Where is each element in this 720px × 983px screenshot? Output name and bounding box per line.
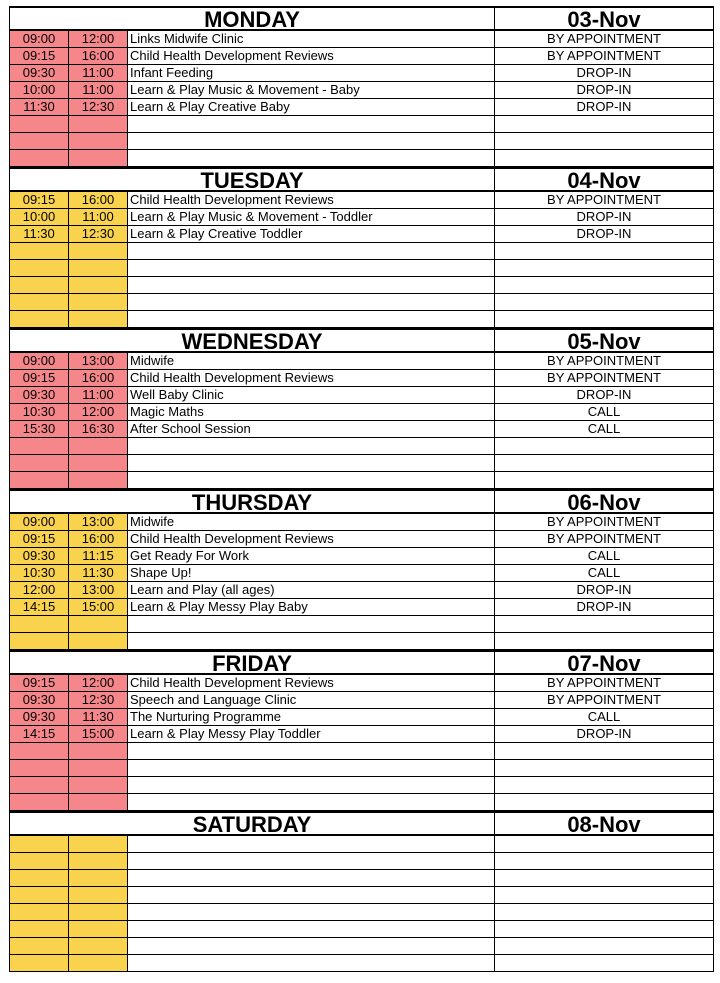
start-time bbox=[10, 794, 69, 810]
end-time bbox=[69, 794, 128, 810]
start-time bbox=[10, 836, 69, 852]
activity-name: Magic Maths bbox=[128, 404, 495, 420]
end-time bbox=[69, 116, 128, 132]
end-time bbox=[69, 921, 128, 937]
end-time: 11:15 bbox=[69, 548, 128, 564]
booking-type: DROP-IN bbox=[576, 726, 632, 741]
table-row bbox=[9, 353, 714, 370]
end-time bbox=[69, 455, 128, 471]
activity-name: Learn & Play Music & Movement - Toddler bbox=[128, 209, 495, 225]
end-time bbox=[69, 277, 128, 293]
booking-type bbox=[495, 472, 713, 488]
activity-name: Midwife bbox=[128, 514, 495, 530]
booking-type: BY APPOINTMENT bbox=[547, 31, 661, 46]
day-header bbox=[9, 811, 714, 836]
table-row bbox=[9, 743, 714, 760]
start-time bbox=[10, 743, 69, 759]
end-time bbox=[69, 294, 128, 310]
activity-name bbox=[128, 836, 495, 852]
end-time: 12:00 bbox=[69, 31, 128, 47]
end-time bbox=[69, 870, 128, 886]
end-time bbox=[69, 853, 128, 869]
activity-name: Well Baby Clinic bbox=[128, 387, 495, 403]
end-time bbox=[69, 616, 128, 632]
activity-name bbox=[128, 133, 495, 149]
activity-name: Learn & Play Creative Baby bbox=[128, 99, 495, 115]
activity-name bbox=[128, 438, 495, 454]
booking-type bbox=[495, 921, 713, 937]
activity-name: The Nurturing Programme bbox=[128, 709, 495, 725]
table-row bbox=[9, 99, 714, 116]
table-row bbox=[9, 514, 714, 531]
activity-name bbox=[128, 887, 495, 903]
activity-name: Speech and Language Clinic bbox=[128, 692, 495, 708]
start-time: 09:30 bbox=[10, 709, 69, 725]
booking-type bbox=[495, 277, 713, 293]
end-time bbox=[69, 472, 128, 488]
end-time: 16:00 bbox=[69, 531, 128, 547]
end-time bbox=[69, 438, 128, 454]
end-time: 11:30 bbox=[69, 565, 128, 581]
end-time bbox=[69, 760, 128, 776]
end-time: 16:00 bbox=[69, 370, 128, 386]
end-time: 16:00 bbox=[69, 192, 128, 208]
day-name: TUESDAY bbox=[10, 169, 495, 190]
booking-type: BY APPOINTMENT bbox=[547, 370, 661, 385]
booking-type bbox=[495, 743, 713, 759]
end-time: 13:00 bbox=[69, 353, 128, 369]
day-section-monday bbox=[9, 6, 714, 167]
activity-name bbox=[128, 243, 495, 259]
start-time: 09:15 bbox=[10, 370, 69, 386]
start-time bbox=[10, 870, 69, 886]
day-date: 07-Nov bbox=[567, 651, 641, 676]
start-time: 09:15 bbox=[10, 48, 69, 64]
end-time bbox=[69, 311, 128, 327]
day-section-tuesday bbox=[9, 167, 714, 328]
table-row bbox=[9, 438, 714, 455]
booking-type bbox=[495, 760, 713, 776]
booking-type: DROP-IN bbox=[576, 82, 632, 97]
table-row bbox=[9, 565, 714, 582]
booking-type bbox=[495, 870, 713, 886]
booking-type: CALL bbox=[587, 565, 621, 580]
booking-type bbox=[495, 853, 713, 869]
end-time bbox=[69, 955, 128, 971]
table-row bbox=[9, 921, 714, 938]
end-time: 12:00 bbox=[69, 675, 128, 691]
end-time: 11:00 bbox=[69, 65, 128, 81]
activity-name bbox=[128, 633, 495, 649]
table-row bbox=[9, 836, 714, 853]
day-name: MONDAY bbox=[10, 8, 495, 29]
end-time: 13:00 bbox=[69, 582, 128, 598]
start-time: 09:30 bbox=[10, 387, 69, 403]
start-time: 10:30 bbox=[10, 565, 69, 581]
end-time: 11:30 bbox=[69, 709, 128, 725]
table-row bbox=[9, 387, 714, 404]
activity-name bbox=[128, 616, 495, 632]
table-row bbox=[9, 260, 714, 277]
end-time bbox=[69, 777, 128, 793]
table-row bbox=[9, 192, 714, 209]
start-time bbox=[10, 277, 69, 293]
start-time: 10:00 bbox=[10, 209, 69, 225]
activity-name bbox=[128, 794, 495, 810]
table-row bbox=[9, 116, 714, 133]
activity-name bbox=[128, 260, 495, 276]
booking-type: CALL bbox=[587, 421, 621, 436]
table-row bbox=[9, 421, 714, 438]
booking-type: BY APPOINTMENT bbox=[547, 675, 661, 690]
booking-type: BY APPOINTMENT bbox=[547, 48, 661, 63]
booking-type: DROP-IN bbox=[576, 582, 632, 597]
end-time bbox=[69, 133, 128, 149]
table-row bbox=[9, 692, 714, 709]
day-name: FRIDAY bbox=[10, 652, 495, 673]
activity-name: Links Midwife Clinic bbox=[128, 31, 495, 47]
activity-name: Child Health Development Reviews bbox=[128, 531, 495, 547]
end-time bbox=[69, 243, 128, 259]
table-row bbox=[9, 904, 714, 921]
day-section-saturday bbox=[9, 811, 714, 972]
start-time bbox=[10, 921, 69, 937]
table-row bbox=[9, 150, 714, 167]
table-row bbox=[9, 455, 714, 472]
start-time bbox=[10, 260, 69, 276]
table-row bbox=[9, 548, 714, 565]
table-row bbox=[9, 870, 714, 887]
table-row bbox=[9, 65, 714, 82]
booking-type: DROP-IN bbox=[576, 99, 632, 114]
day-date: 03-Nov bbox=[567, 7, 641, 32]
start-time: 11:30 bbox=[10, 99, 69, 115]
start-time bbox=[10, 616, 69, 632]
activity-name bbox=[128, 743, 495, 759]
booking-type bbox=[495, 260, 713, 276]
end-time: 11:00 bbox=[69, 82, 128, 98]
table-row bbox=[9, 82, 714, 99]
start-time bbox=[10, 887, 69, 903]
activity-name bbox=[128, 921, 495, 937]
table-row bbox=[9, 633, 714, 650]
booking-type: BY APPOINTMENT bbox=[547, 353, 661, 368]
table-row bbox=[9, 133, 714, 150]
end-time: 12:30 bbox=[69, 99, 128, 115]
day-section-friday bbox=[9, 650, 714, 811]
table-row bbox=[9, 48, 714, 65]
start-time: 09:15 bbox=[10, 675, 69, 691]
start-time bbox=[10, 455, 69, 471]
booking-type bbox=[495, 311, 713, 327]
start-time: 09:15 bbox=[10, 192, 69, 208]
booking-type bbox=[495, 133, 713, 149]
start-time bbox=[10, 777, 69, 793]
end-time: 11:00 bbox=[69, 387, 128, 403]
activity-name: Learn and Play (all ages) bbox=[128, 582, 495, 598]
table-row bbox=[9, 853, 714, 870]
day-name: THURSDAY bbox=[10, 491, 495, 512]
start-time: 15:30 bbox=[10, 421, 69, 437]
day-section-thursday bbox=[9, 489, 714, 650]
day-date: 05-Nov bbox=[567, 329, 641, 354]
table-row bbox=[9, 887, 714, 904]
day-date: 08-Nov bbox=[567, 812, 641, 837]
start-time bbox=[10, 311, 69, 327]
end-time: 11:00 bbox=[69, 209, 128, 225]
day-name: WEDNESDAY bbox=[10, 330, 495, 351]
day-header bbox=[9, 328, 714, 353]
booking-type bbox=[495, 794, 713, 810]
table-row bbox=[9, 243, 714, 260]
end-time bbox=[69, 633, 128, 649]
booking-type bbox=[495, 150, 713, 166]
activity-name: Learn & Play Music & Movement - Baby bbox=[128, 82, 495, 98]
start-time bbox=[10, 472, 69, 488]
table-row bbox=[9, 582, 714, 599]
end-time bbox=[69, 904, 128, 920]
start-time: 09:00 bbox=[10, 31, 69, 47]
start-time bbox=[10, 955, 69, 971]
table-row bbox=[9, 709, 714, 726]
booking-type bbox=[495, 938, 713, 954]
booking-type: BY APPOINTMENT bbox=[547, 192, 661, 207]
activity-name bbox=[128, 455, 495, 471]
start-time bbox=[10, 133, 69, 149]
activity-name bbox=[128, 760, 495, 776]
activity-name bbox=[128, 116, 495, 132]
start-time bbox=[10, 150, 69, 166]
activity-name: Child Health Development Reviews bbox=[128, 48, 495, 64]
activity-name: Learn & Play Creative Toddler bbox=[128, 226, 495, 242]
booking-type bbox=[495, 438, 713, 454]
end-time bbox=[69, 743, 128, 759]
activity-name: Infant Feeding bbox=[128, 65, 495, 81]
start-time: 09:00 bbox=[10, 514, 69, 530]
activity-name bbox=[128, 955, 495, 971]
table-row bbox=[9, 370, 714, 387]
end-time: 13:00 bbox=[69, 514, 128, 530]
booking-type bbox=[495, 455, 713, 471]
table-row bbox=[9, 794, 714, 811]
table-row bbox=[9, 599, 714, 616]
start-time: 11:30 bbox=[10, 226, 69, 242]
start-time: 09:30 bbox=[10, 548, 69, 564]
booking-type bbox=[495, 243, 713, 259]
booking-type: DROP-IN bbox=[576, 387, 632, 402]
start-time bbox=[10, 853, 69, 869]
booking-type: DROP-IN bbox=[576, 65, 632, 80]
start-time bbox=[10, 116, 69, 132]
booking-type bbox=[495, 887, 713, 903]
end-time: 16:30 bbox=[69, 421, 128, 437]
start-time bbox=[10, 438, 69, 454]
end-time bbox=[69, 887, 128, 903]
table-row bbox=[9, 209, 714, 226]
activity-name: Learn & Play Messy Play Baby bbox=[128, 599, 495, 615]
activity-name bbox=[128, 938, 495, 954]
day-header bbox=[9, 6, 714, 31]
end-time: 12:30 bbox=[69, 692, 128, 708]
day-name: SATURDAY bbox=[10, 813, 495, 834]
activity-name bbox=[128, 277, 495, 293]
start-time bbox=[10, 904, 69, 920]
day-header bbox=[9, 650, 714, 675]
booking-type bbox=[495, 116, 713, 132]
table-row bbox=[9, 726, 714, 743]
start-time: 14:15 bbox=[10, 599, 69, 615]
day-date: 06-Nov bbox=[567, 490, 641, 515]
booking-type bbox=[495, 777, 713, 793]
table-row bbox=[9, 531, 714, 548]
booking-type bbox=[495, 633, 713, 649]
start-time bbox=[10, 938, 69, 954]
start-time: 14:15 bbox=[10, 726, 69, 742]
start-time: 09:15 bbox=[10, 531, 69, 547]
activity-name: Child Health Development Reviews bbox=[128, 370, 495, 386]
day-header bbox=[9, 489, 714, 514]
booking-type bbox=[495, 616, 713, 632]
table-row bbox=[9, 472, 714, 489]
table-row bbox=[9, 311, 714, 328]
start-time: 09:00 bbox=[10, 353, 69, 369]
activity-name bbox=[128, 870, 495, 886]
activity-name: Child Health Development Reviews bbox=[128, 675, 495, 691]
booking-type: CALL bbox=[587, 709, 621, 724]
booking-type bbox=[495, 836, 713, 852]
booking-type bbox=[495, 955, 713, 971]
end-time: 12:30 bbox=[69, 226, 128, 242]
weekly-timetable bbox=[9, 6, 714, 972]
end-time bbox=[69, 836, 128, 852]
activity-name: Get Ready For Work bbox=[128, 548, 495, 564]
activity-name bbox=[128, 853, 495, 869]
start-time: 10:30 bbox=[10, 404, 69, 420]
activity-name bbox=[128, 294, 495, 310]
booking-type: CALL bbox=[587, 548, 621, 563]
start-time bbox=[10, 760, 69, 776]
start-time bbox=[10, 294, 69, 310]
booking-type: BY APPOINTMENT bbox=[547, 692, 661, 707]
start-time bbox=[10, 633, 69, 649]
table-row bbox=[9, 31, 714, 48]
table-row bbox=[9, 294, 714, 311]
table-row bbox=[9, 777, 714, 794]
day-date: 04-Nov bbox=[567, 168, 641, 193]
end-time bbox=[69, 150, 128, 166]
start-time bbox=[10, 243, 69, 259]
activity-name bbox=[128, 472, 495, 488]
end-time: 12:00 bbox=[69, 404, 128, 420]
booking-type bbox=[495, 294, 713, 310]
end-time bbox=[69, 938, 128, 954]
activity-name bbox=[128, 311, 495, 327]
activity-name: Midwife bbox=[128, 353, 495, 369]
table-row bbox=[9, 675, 714, 692]
booking-type: DROP-IN bbox=[576, 226, 632, 241]
table-row bbox=[9, 760, 714, 777]
booking-type bbox=[495, 904, 713, 920]
table-row bbox=[9, 404, 714, 421]
activity-name: After School Session bbox=[128, 421, 495, 437]
activity-name bbox=[128, 777, 495, 793]
booking-type: BY APPOINTMENT bbox=[547, 531, 661, 546]
table-row bbox=[9, 226, 714, 243]
day-header bbox=[9, 167, 714, 192]
table-row bbox=[9, 938, 714, 955]
table-row bbox=[9, 616, 714, 633]
end-time: 16:00 bbox=[69, 48, 128, 64]
booking-type: DROP-IN bbox=[576, 209, 632, 224]
day-section-wednesday bbox=[9, 328, 714, 489]
activity-name: Learn & Play Messy Play Toddler bbox=[128, 726, 495, 742]
end-time bbox=[69, 260, 128, 276]
start-time: 12:00 bbox=[10, 582, 69, 598]
table-row bbox=[9, 955, 714, 972]
start-time: 09:30 bbox=[10, 65, 69, 81]
activity-name bbox=[128, 150, 495, 166]
booking-type: CALL bbox=[587, 404, 621, 419]
start-time: 09:30 bbox=[10, 692, 69, 708]
end-time: 15:00 bbox=[69, 599, 128, 615]
end-time: 15:00 bbox=[69, 726, 128, 742]
activity-name: Child Health Development Reviews bbox=[128, 192, 495, 208]
start-time: 10:00 bbox=[10, 82, 69, 98]
activity-name: Shape Up! bbox=[128, 565, 495, 581]
activity-name bbox=[128, 904, 495, 920]
booking-type: BY APPOINTMENT bbox=[547, 514, 661, 529]
table-row bbox=[9, 277, 714, 294]
booking-type: DROP-IN bbox=[576, 599, 632, 614]
